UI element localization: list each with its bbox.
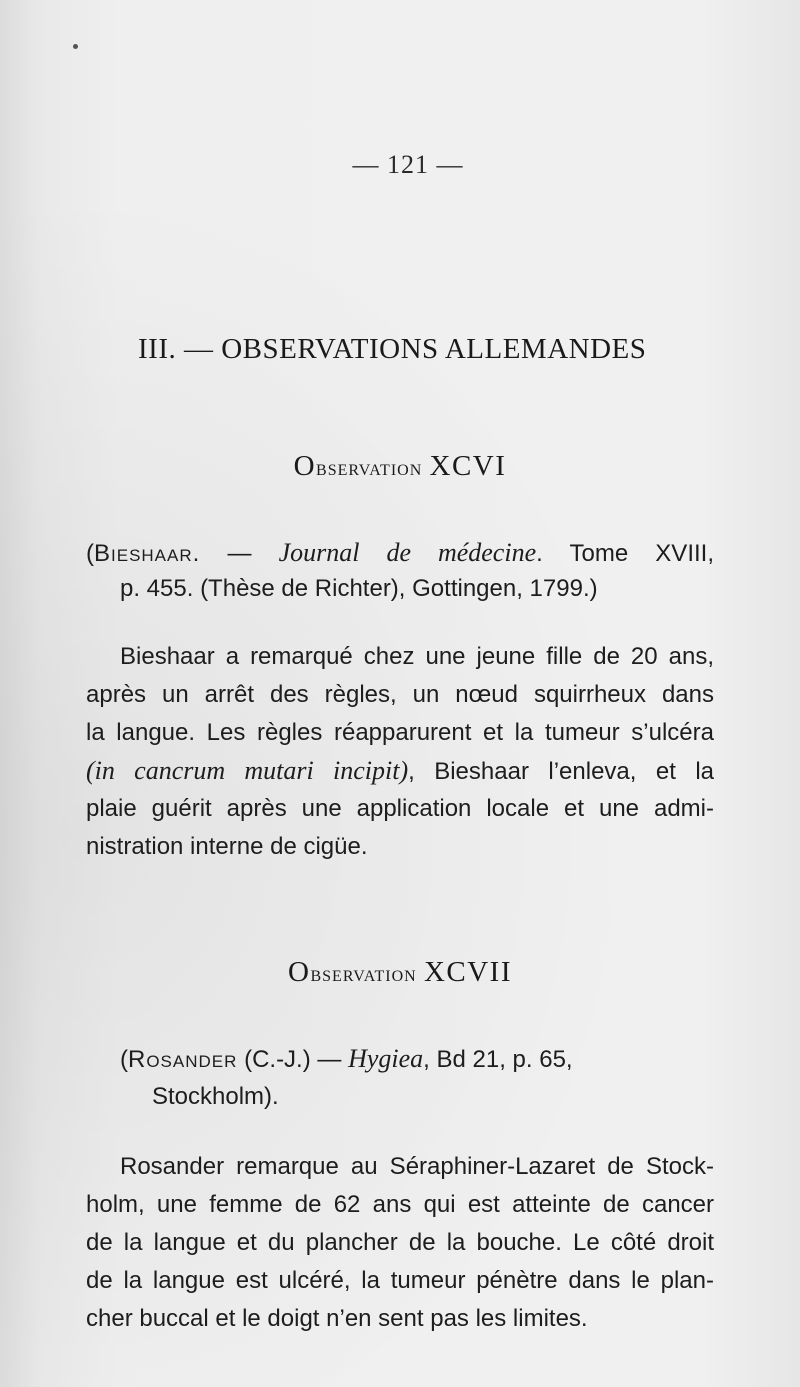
reference-line: p. 455. (Thèse de Richter), Gottingen, 1799.) <box>120 575 598 602</box>
body-line: Bieshaar a remarqué chez une jeune fille de 20 ans, <box>120 643 714 670</box>
observation-heading <box>0 450 800 483</box>
body-line: après un arrêt des règles, un nœud squirrheux dans <box>86 681 714 708</box>
reference-rest: , Bd 21, p. 65, <box>423 1046 573 1073</box>
body-line: holm, une femme de 62 ans qui est atteinte de cancer <box>86 1191 714 1218</box>
journal-title: Hygiea <box>348 1044 424 1073</box>
heading-rest: bservation <box>316 455 423 480</box>
dash: — <box>200 540 279 567</box>
paren: ( <box>86 540 94 567</box>
heading-rest: bservation <box>310 961 417 986</box>
body-line: de la langue est ulcéré, la tumeur pénètre dans le plan- <box>86 1267 714 1294</box>
body-line: nistration interne de cigüe. <box>86 833 368 860</box>
paren: ( <box>120 1046 128 1073</box>
section-heading: III. — OBSERVATIONS ALLEMANDES <box>138 333 647 365</box>
initials: (C.-J.) — <box>237 1046 349 1073</box>
observation-heading <box>0 956 800 989</box>
ink-speck <box>73 44 78 49</box>
body-line: la langue. Les règles réapparurent et la tumeur s’ulcéra <box>86 719 714 746</box>
author-name: Bieshaar. <box>94 540 201 567</box>
body-line: Rosander remarque au Séraphiner-Lazaret de Stock- <box>120 1153 714 1180</box>
latin-quote: (in cancrum mutari incipit) <box>86 756 409 785</box>
heading-number: XCVI <box>429 450 507 482</box>
reference-line <box>120 1044 573 1075</box>
body-line: de la langue et du plancher de la bouche. Le côté droit <box>86 1229 714 1256</box>
body-line: cher buccal et le doigt n’en sent pas les limites. <box>86 1305 588 1332</box>
body-line <box>86 756 714 787</box>
heading-initial: O <box>293 450 317 482</box>
reference-line <box>86 538 714 569</box>
journal-title: Journal de médecine <box>278 538 537 567</box>
heading-initial: O <box>288 956 311 988</box>
author-name: Rosander <box>128 1046 238 1073</box>
heading-number: XCVII <box>423 956 512 988</box>
reference-line: Stockholm). <box>152 1083 279 1110</box>
body-text: , Bieshaar l’enleva, et la <box>408 758 715 785</box>
page-number: — 121 — <box>352 150 464 179</box>
body-line: plaie guérit après une application locale et une admi- <box>86 795 714 822</box>
reference-rest: . Tome XVIII, <box>536 540 714 567</box>
